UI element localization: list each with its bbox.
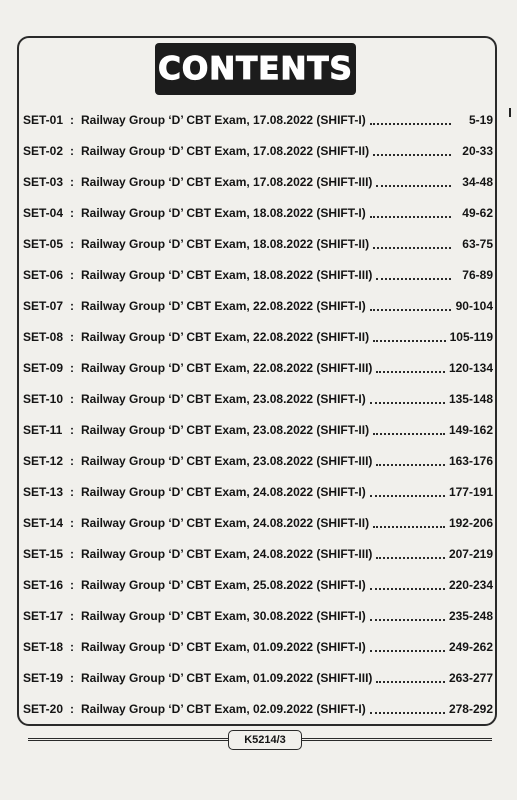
dot-leader: [370, 712, 445, 714]
book-code-badge: [228, 730, 302, 750]
exam-title: Railway Group ‘D’ CBT Exam, 24.08.2022 (SHIFT-I): [81, 484, 366, 499]
dot-leader: [376, 681, 445, 683]
contents-entry[interactable]: [23, 135, 493, 166]
page-range: 90-104: [455, 298, 493, 313]
page-range: 177-191: [448, 484, 493, 499]
exam-title: Railway Group ‘D’ CBT Exam, 02.09.2022 (SHIFT-I): [81, 701, 366, 716]
separator-colon: :: [70, 143, 74, 158]
set-number: SET-07: [23, 298, 64, 313]
dot-leader: [373, 340, 446, 342]
separator-colon: :: [70, 701, 74, 716]
set-number: SET-15: [23, 546, 64, 561]
contents-entry[interactable]: [23, 259, 493, 290]
contents-entry[interactable]: [23, 383, 493, 414]
exam-title: Railway Group ‘D’ CBT Exam, 24.08.2022 (SHIFT-III): [81, 546, 373, 561]
separator-colon: :: [70, 329, 74, 344]
page-range: 49-62: [462, 205, 493, 220]
page-title: CONTENTS: [158, 51, 353, 87]
dot-leader: [373, 433, 445, 435]
dot-leader: [373, 154, 451, 156]
set-number: SET-20: [23, 701, 64, 716]
set-number: SET-16: [23, 577, 64, 592]
separator-colon: :: [70, 608, 74, 623]
separator-colon: :: [70, 205, 74, 220]
dot-leader: [370, 650, 445, 652]
contents-entry[interactable]: [23, 228, 493, 259]
book-code: K5214/3: [244, 734, 286, 746]
separator-colon: :: [70, 391, 74, 406]
contents-list: [23, 104, 493, 724]
set-number: SET-03: [23, 174, 64, 189]
exam-title: Railway Group ‘D’ CBT Exam, 30.08.2022 (SHIFT-I): [81, 608, 366, 623]
dot-leader: [370, 588, 445, 590]
dot-leader: [376, 371, 445, 373]
set-number: SET-04: [23, 205, 64, 220]
set-number: SET-18: [23, 639, 64, 654]
contents-entry[interactable]: [23, 290, 493, 321]
separator-colon: :: [70, 577, 74, 592]
title-banner: [157, 45, 354, 93]
contents-entry[interactable]: [23, 197, 493, 228]
page-range: 105-119: [449, 329, 493, 344]
separator-colon: :: [70, 422, 74, 437]
contents-entry[interactable]: [23, 321, 493, 352]
separator-colon: :: [70, 236, 74, 251]
separator-colon: :: [70, 112, 74, 127]
exam-title: Railway Group ‘D’ CBT Exam, 17.08.2022 (SHIFT-III): [81, 174, 373, 189]
contents-entry[interactable]: [23, 445, 493, 476]
page-range: 5-19: [468, 112, 493, 127]
separator-colon: :: [70, 546, 74, 561]
separator-colon: :: [70, 670, 74, 685]
separator-colon: :: [70, 267, 74, 282]
exam-title: Railway Group ‘D’ CBT Exam, 23.08.2022 (SHIFT-I): [81, 391, 366, 406]
separator-colon: :: [70, 639, 74, 654]
set-number: SET-14: [23, 515, 64, 530]
contents-entry[interactable]: [23, 476, 493, 507]
separator-colon: :: [70, 515, 74, 530]
separator-colon: :: [70, 484, 74, 499]
dot-leader: [370, 216, 451, 218]
exam-title: Railway Group ‘D’ CBT Exam, 01.09.2022 (SHIFT-III): [81, 670, 373, 685]
set-number: SET-11: [23, 422, 63, 437]
dot-leader: [376, 278, 451, 280]
page-range: 192-206: [448, 515, 493, 530]
contents-entry[interactable]: [23, 104, 493, 135]
page-range: 235-248: [448, 608, 493, 623]
separator-colon: :: [70, 174, 74, 189]
dot-leader: [376, 464, 445, 466]
exam-title: Railway Group ‘D’ CBT Exam, 22.08.2022 (SHIFT-II): [81, 329, 370, 344]
page-range: 149-162: [448, 422, 493, 437]
page-edge-mark: [509, 108, 511, 117]
contents-entry[interactable]: [23, 631, 493, 662]
set-number: SET-09: [23, 360, 64, 375]
set-number: SET-17: [23, 608, 64, 623]
dot-leader: [370, 402, 445, 404]
set-number: SET-10: [23, 391, 64, 406]
contents-entry[interactable]: [23, 693, 493, 724]
dot-leader: [376, 557, 445, 559]
exam-title: Railway Group ‘D’ CBT Exam, 23.08.2022 (SHIFT-III): [81, 453, 373, 468]
page-range: 120-134: [448, 360, 493, 375]
contents-entry[interactable]: [23, 600, 493, 631]
exam-title: Railway Group ‘D’ CBT Exam, 18.08.2022 (SHIFT-II): [81, 236, 370, 251]
contents-entry[interactable]: [23, 569, 493, 600]
contents-entry[interactable]: [23, 352, 493, 383]
exam-title: Railway Group ‘D’ CBT Exam, 18.08.2022 (SHIFT-I): [81, 205, 366, 220]
dot-leader: [370, 619, 445, 621]
set-number: SET-19: [23, 670, 64, 685]
exam-title: Railway Group ‘D’ CBT Exam, 25.08.2022 (SHIFT-I): [81, 577, 366, 592]
contents-entry[interactable]: [23, 662, 493, 693]
page-range: 220-234: [448, 577, 493, 592]
dot-leader: [370, 495, 445, 497]
dot-leader: [376, 185, 451, 187]
set-number: SET-05: [23, 236, 64, 251]
page-range: 135-148: [448, 391, 493, 406]
separator-colon: :: [70, 298, 74, 313]
exam-title: Railway Group ‘D’ CBT Exam, 23.08.2022 (SHIFT-II): [81, 422, 370, 437]
footer-rule-right: [300, 738, 492, 741]
separator-colon: :: [70, 453, 74, 468]
contents-entry[interactable]: [23, 538, 493, 569]
page-range: 249-262: [448, 639, 493, 654]
exam-title: Railway Group ‘D’ CBT Exam, 17.08.2022 (SHIFT-I): [81, 112, 366, 127]
dot-leader: [373, 526, 445, 528]
exam-title: Railway Group ‘D’ CBT Exam, 17.08.2022 (SHIFT-II): [81, 143, 370, 158]
page-range: 34-48: [462, 174, 493, 189]
set-number: SET-01: [23, 112, 64, 127]
dot-leader: [370, 309, 451, 311]
exam-title: Railway Group ‘D’ CBT Exam, 18.08.2022 (SHIFT-III): [81, 267, 373, 282]
footer-rule-left: [28, 738, 230, 741]
dot-leader: [373, 247, 451, 249]
exam-title: Railway Group ‘D’ CBT Exam, 01.09.2022 (SHIFT-I): [81, 639, 366, 654]
page-range: 76-89: [462, 267, 493, 282]
set-number: SET-08: [23, 329, 64, 344]
page-range: 63-75: [462, 236, 493, 251]
exam-title: Railway Group ‘D’ CBT Exam, 22.08.2022 (SHIFT-III): [81, 360, 373, 375]
exam-title: Railway Group ‘D’ CBT Exam, 22.08.2022 (SHIFT-I): [81, 298, 366, 313]
set-number: SET-12: [23, 453, 64, 468]
set-number: SET-06: [23, 267, 64, 282]
set-number: SET-13: [23, 484, 64, 499]
page-range: 278-292: [448, 701, 493, 716]
page-range: 163-176: [448, 453, 493, 468]
contents-entry[interactable]: [23, 414, 493, 445]
set-number: SET-02: [23, 143, 64, 158]
page-range: 263-277: [448, 670, 493, 685]
page-range: 207-219: [448, 546, 493, 561]
dot-leader: [370, 123, 451, 125]
contents-entry[interactable]: [23, 507, 493, 538]
contents-entry[interactable]: [23, 166, 493, 197]
page-range: 20-33: [462, 143, 493, 158]
separator-colon: :: [70, 360, 74, 375]
exam-title: Railway Group ‘D’ CBT Exam, 24.08.2022 (SHIFT-II): [81, 515, 370, 530]
